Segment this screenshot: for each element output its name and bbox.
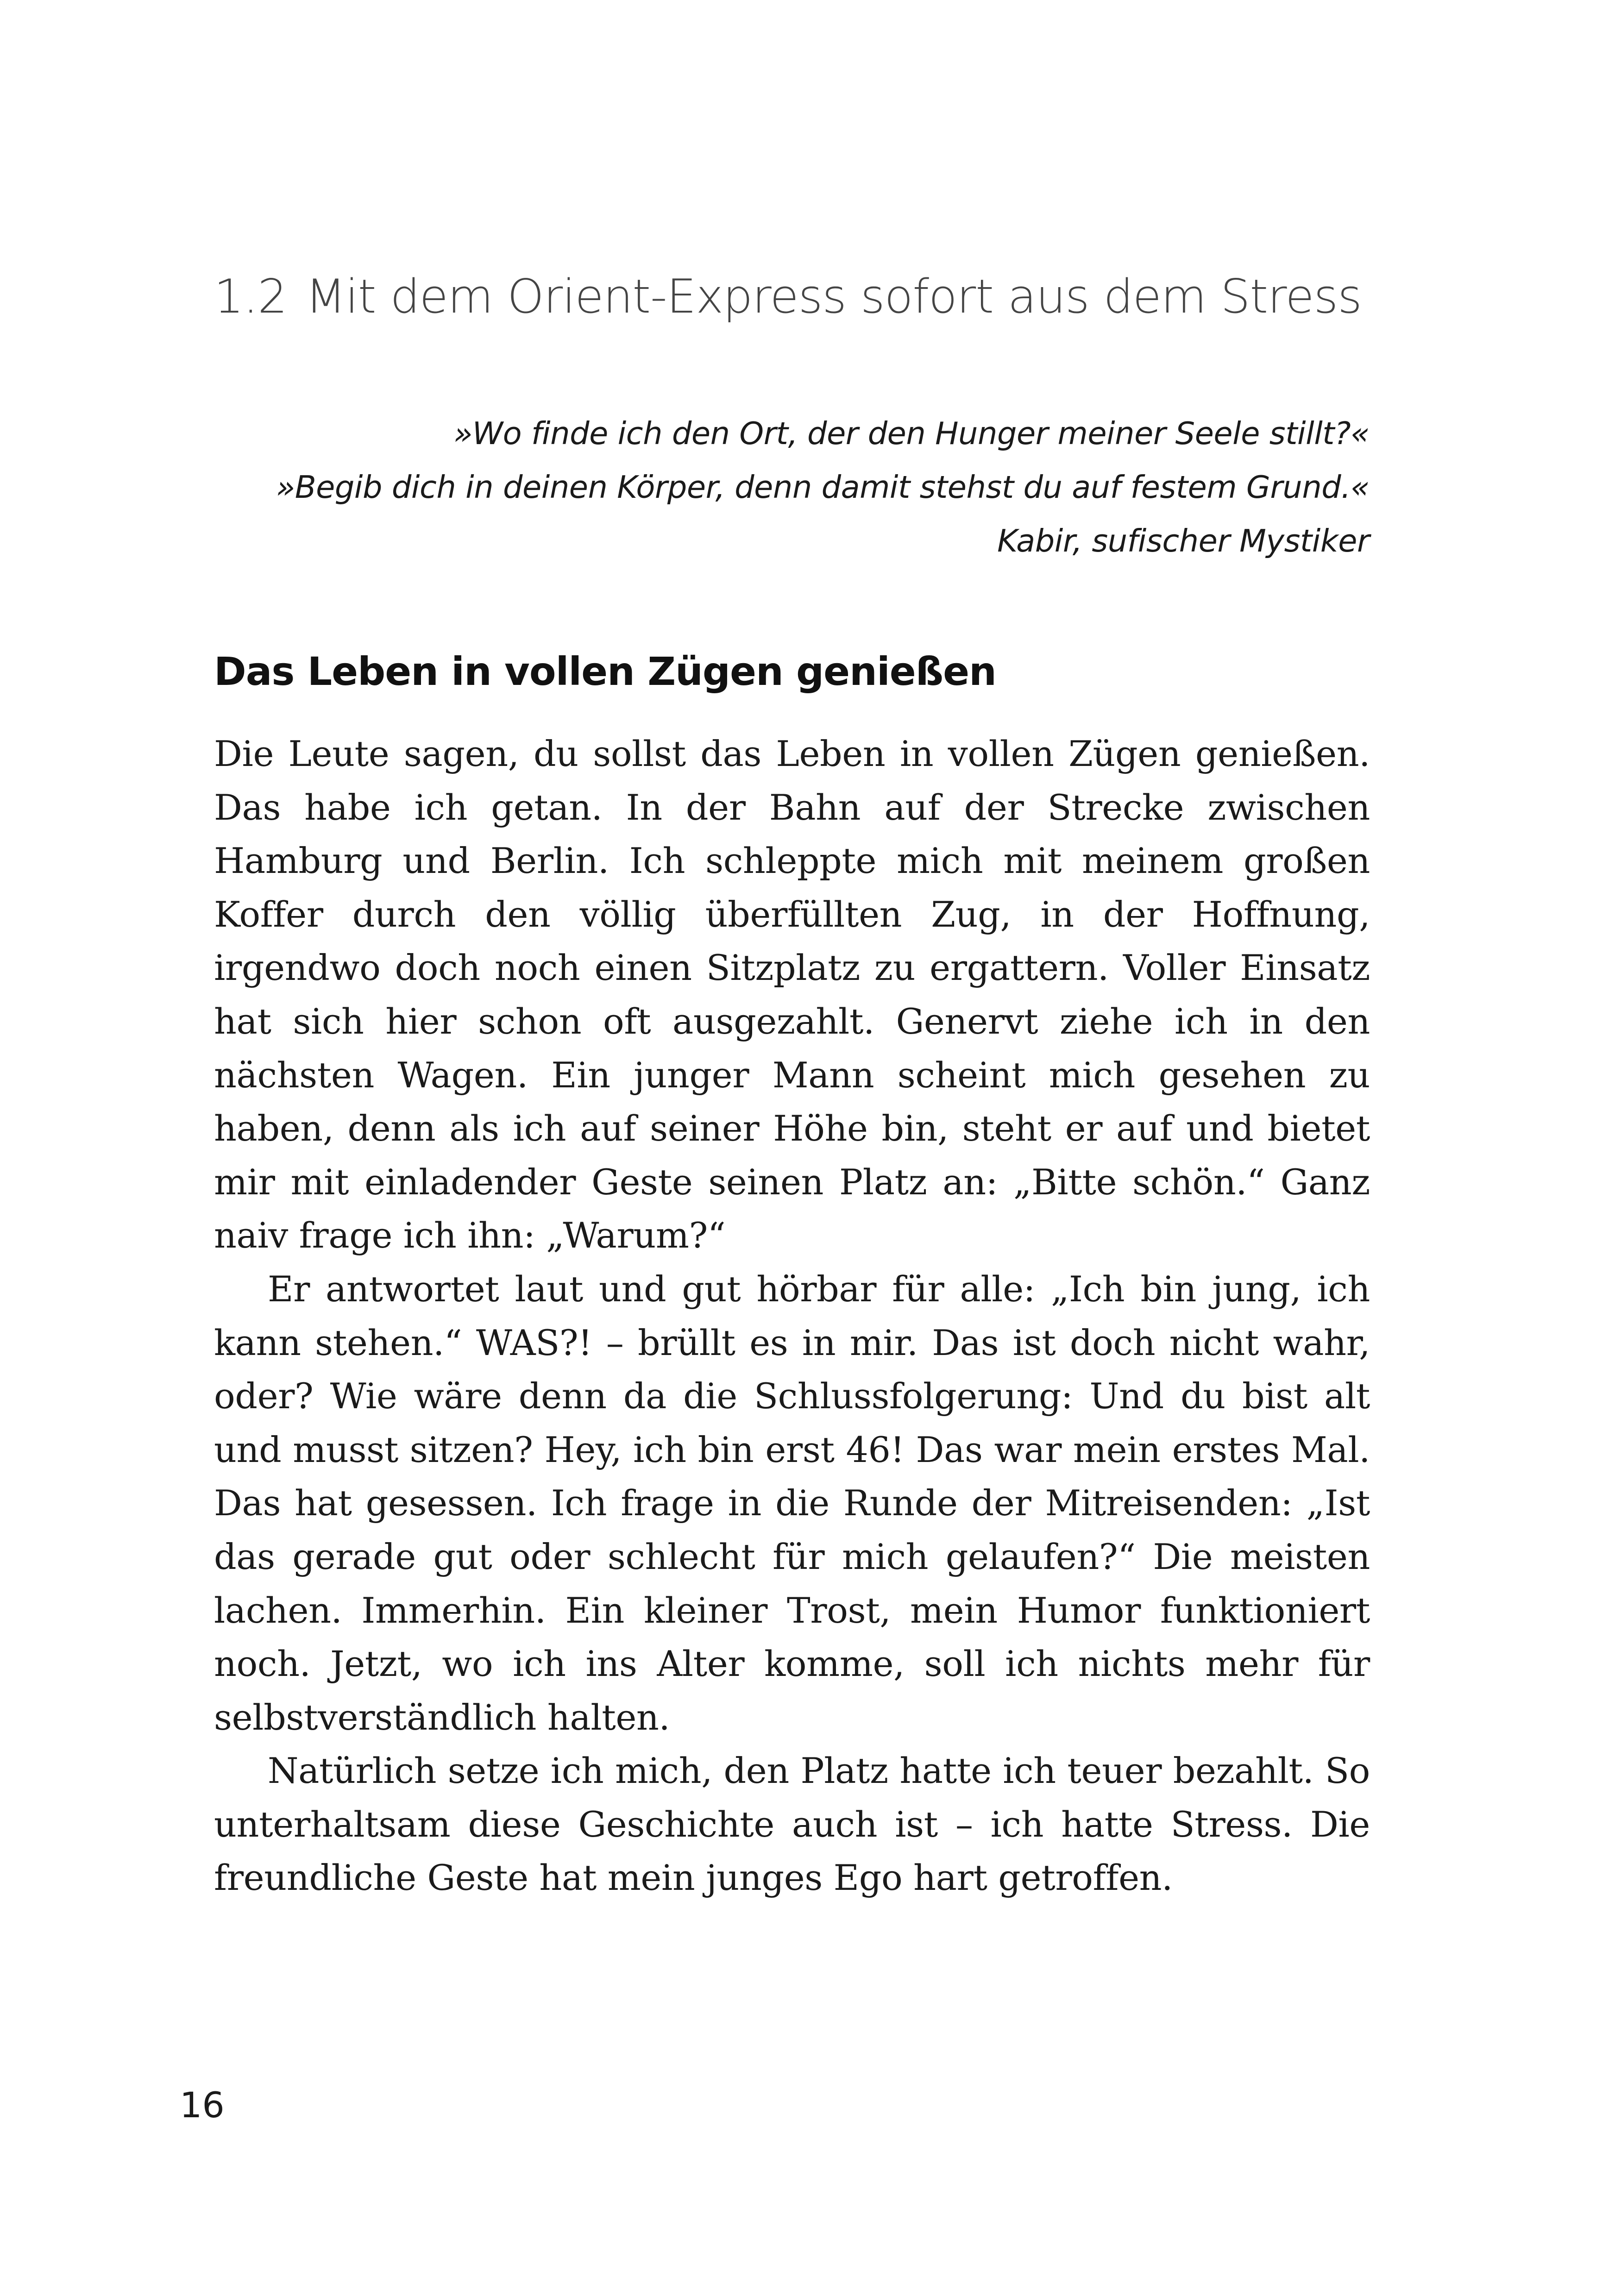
epigraph-attribution: Kabir, sufischer Mystiker bbox=[997, 523, 1370, 559]
epigraph-line-2: »Begib dich in deinen Körper, denn damit stehst du auf festem Grund.« bbox=[276, 469, 1370, 505]
page-number: 16 bbox=[180, 2084, 225, 2126]
section-title bbox=[214, 259, 1362, 333]
epigraph-line-1: »Wo finde ich den Ort, der den Hunger meiner Seele stillt?« bbox=[453, 415, 1370, 452]
subheading: Das Leben in vollen Zügen genießen bbox=[214, 649, 996, 694]
section-title-text: Mit dem Orient-Express sofort aus dem Stress bbox=[305, 269, 1362, 324]
body-text bbox=[214, 727, 1370, 1905]
paragraph: Er antwortet laut und gut hörbar für alle: „Ich bin jung, ich kann stehen.“ WAS?! – brüllt es in mir. Das ist doch nicht wahr, oder? Wie wäre denn da die Schlussfolgerung: Und du bist alt und musst sitzen? Hey, ich bin erst 46! Das war mein erstes Mal. Das hat gesessen. Ich frage in die Runde der Mitreisenden: „Ist das gerade gut oder schlecht für mich gelaufen?“ Die meisten lachen. Immerhin. Ein kleiner Trost, mein Humor funktioniert noch. Jetzt, wo ich ins Alter komme, soll ich nichts mehr für selbstverständlich halten. bbox=[214, 1268, 1370, 1738]
paragraph: Die Leute sagen, du sollst das Leben in vollen Zügen genießen. Das habe ich getan. In der Bahn auf der Strecke zwischen Hamburg und Berlin. Ich schleppte mich mit meinem großen Koffer durch den völlig überfüllten Zug, in der Hoffnung, irgendwo doch noch einen Sitzplatz zu ergattern. Voller Einsatz hat sich hier schon oft ausgezahlt. Genervt ziehe ich in den nächsten Wagen. Ein junger Mann scheint mich gesehen zu haben, denn als ich auf seiner Höhe bin, steht er auf und bietet mir mit einladender Geste seinen Platz an: „Bitte schön.“ Ganz naiv frage ich ihn: „Warum?“ bbox=[214, 733, 1370, 1256]
section-number: 1.2 bbox=[214, 269, 287, 324]
paragraph: Natürlich setze ich mich, den Platz hatte ich teuer bezahlt. So unterhaltsam diese Geschichte auch ist – ich hatte Stress. Die freundliche Geste hat mein junges Ego hart getroffen. bbox=[214, 1750, 1370, 1899]
epigraph bbox=[276, 407, 1370, 568]
